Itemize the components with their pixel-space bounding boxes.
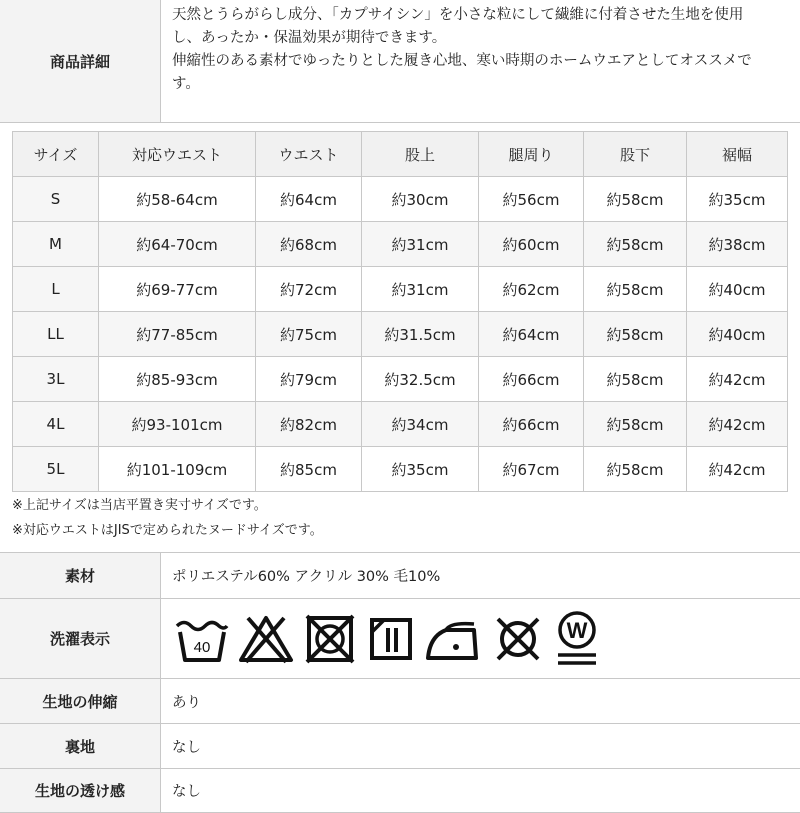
stretch-value: あり bbox=[172, 694, 201, 711]
lining-row bbox=[0, 723, 800, 768]
no-dry-clean-icon bbox=[492, 614, 544, 664]
details-line: し、あったか・保温効果が期待できます。 bbox=[172, 30, 447, 46]
table-cell: 約31.5cm bbox=[362, 312, 479, 357]
sheer-value: なし bbox=[172, 784, 201, 800]
size-cell: 4L bbox=[13, 402, 99, 447]
size-cell: L bbox=[13, 267, 99, 312]
table-cell: 約60cm bbox=[479, 222, 584, 267]
table-cell: 約31cm bbox=[362, 222, 479, 267]
table-cell: 約58-64cm bbox=[99, 177, 256, 222]
table-cell: 約40cm bbox=[687, 312, 788, 357]
drip-dry-shade-icon bbox=[366, 614, 416, 664]
table-cell: 約58cm bbox=[584, 357, 687, 402]
size-table-header bbox=[13, 132, 788, 177]
table-cell: 約67cm bbox=[479, 447, 584, 492]
table-cell: 約64cm bbox=[256, 177, 362, 222]
table-cell: 約38cm bbox=[687, 222, 788, 267]
size-notes bbox=[12, 493, 323, 543]
table-cell: 約40cm bbox=[687, 267, 788, 312]
table-cell: 約85-93cm bbox=[99, 357, 256, 402]
table-cell: 約66cm bbox=[479, 402, 584, 447]
table-cell: 約77-85cm bbox=[99, 312, 256, 357]
header-inseam: 股下 bbox=[584, 132, 687, 177]
table-cell: 約31cm bbox=[362, 267, 479, 312]
size-cell: 5L bbox=[13, 447, 99, 492]
material-value: ポリエステル60% アクリル 30% 毛10% bbox=[172, 569, 441, 585]
table-cell: 約32.5cm bbox=[362, 357, 479, 402]
table-cell: 約72cm bbox=[256, 267, 362, 312]
table-cell: 約58cm bbox=[584, 312, 687, 357]
lining-label: 裏地 bbox=[0, 724, 161, 768]
header-rise: 股上 bbox=[362, 132, 479, 177]
wash-40-icon bbox=[174, 614, 230, 664]
table-cell: 約82cm bbox=[256, 402, 362, 447]
sheer-label: 生地の透け感 bbox=[0, 769, 161, 812]
size-cell: M bbox=[13, 222, 99, 267]
details-label: 商品詳細 bbox=[0, 0, 161, 122]
details-line: す。 bbox=[172, 76, 200, 92]
table-cell: 約42cm bbox=[687, 357, 788, 402]
stretch-row bbox=[0, 678, 800, 723]
table-cell: 約42cm bbox=[687, 447, 788, 492]
table-cell: 約64cm bbox=[479, 312, 584, 357]
size-cell: S bbox=[13, 177, 99, 222]
table-cell: 約35cm bbox=[362, 447, 479, 492]
table-row bbox=[13, 267, 788, 312]
table-row bbox=[13, 357, 788, 402]
care-label: 洗濯表示 bbox=[0, 599, 161, 678]
details-line: 天然とうらがらし成分、「カプサイシン」を小さな粒にして繊維に付着させた生地を使用 bbox=[172, 7, 744, 23]
divider bbox=[0, 122, 800, 123]
table-cell: 約42cm bbox=[687, 402, 788, 447]
table-cell: 約75cm bbox=[256, 312, 362, 357]
size-cell: 3L bbox=[13, 357, 99, 402]
table-row bbox=[13, 312, 788, 357]
sheer-row bbox=[0, 768, 800, 813]
table-cell: 約93-101cm bbox=[99, 402, 256, 447]
no-bleach-icon bbox=[238, 614, 294, 664]
size-table bbox=[12, 131, 788, 492]
table-cell: 約101-109cm bbox=[99, 447, 256, 492]
details-line: 伸縮性のある素材でゆったりとした履き心地、寒い時期のホームウエアとしてオススメで bbox=[172, 53, 752, 69]
table-cell: 約85cm bbox=[256, 447, 362, 492]
no-tumble-dry-icon bbox=[302, 614, 358, 664]
lining-value: なし bbox=[172, 739, 201, 756]
table-row bbox=[13, 447, 788, 492]
table-cell: 約58cm bbox=[584, 267, 687, 312]
table-cell: 約62cm bbox=[479, 267, 584, 312]
table-cell: 約68cm bbox=[256, 222, 362, 267]
iron-low-icon bbox=[424, 614, 484, 664]
table-cell: 約30cm bbox=[362, 177, 479, 222]
table-cell: 約69-77cm bbox=[99, 267, 256, 312]
stretch-label: 生地の伸縮 bbox=[0, 679, 161, 723]
details-description bbox=[160, 0, 800, 122]
table-cell: 約64-70cm bbox=[99, 222, 256, 267]
care-icons bbox=[160, 599, 800, 678]
table-cell: 約58cm bbox=[584, 222, 687, 267]
header-size: サイズ bbox=[13, 132, 99, 177]
table-cell: 約35cm bbox=[687, 177, 788, 222]
header-thigh: 腿周り bbox=[479, 132, 584, 177]
table-cell: 約58cm bbox=[584, 447, 687, 492]
wet-clean-gentle-icon bbox=[552, 610, 602, 668]
table-cell: 約66cm bbox=[479, 357, 584, 402]
table-cell: 約79cm bbox=[256, 357, 362, 402]
table-cell: 約56cm bbox=[479, 177, 584, 222]
wash-temp-text: 40 bbox=[193, 638, 211, 656]
table-row bbox=[13, 402, 788, 447]
note-line: ※対応ウエストはJISで定められたヌードサイズです。 bbox=[12, 523, 323, 538]
material-label: 素材 bbox=[0, 553, 161, 598]
header-waist: ウエスト bbox=[256, 132, 362, 177]
table-row bbox=[13, 222, 788, 267]
table-cell: 約58cm bbox=[584, 402, 687, 447]
size-cell: LL bbox=[13, 312, 99, 357]
table-row bbox=[13, 177, 788, 222]
care-row bbox=[0, 598, 800, 678]
header-hem: 裾幅 bbox=[687, 132, 788, 177]
material-row bbox=[0, 552, 800, 598]
header-nude-waist: 対応ウエスト bbox=[99, 132, 256, 177]
table-cell: 約58cm bbox=[584, 177, 687, 222]
table-cell: 約34cm bbox=[362, 402, 479, 447]
note-line: ※上記サイズは当店平置き実寸サイズです。 bbox=[12, 498, 267, 513]
wet-clean-text: W bbox=[566, 617, 588, 643]
details-row bbox=[0, 0, 800, 122]
